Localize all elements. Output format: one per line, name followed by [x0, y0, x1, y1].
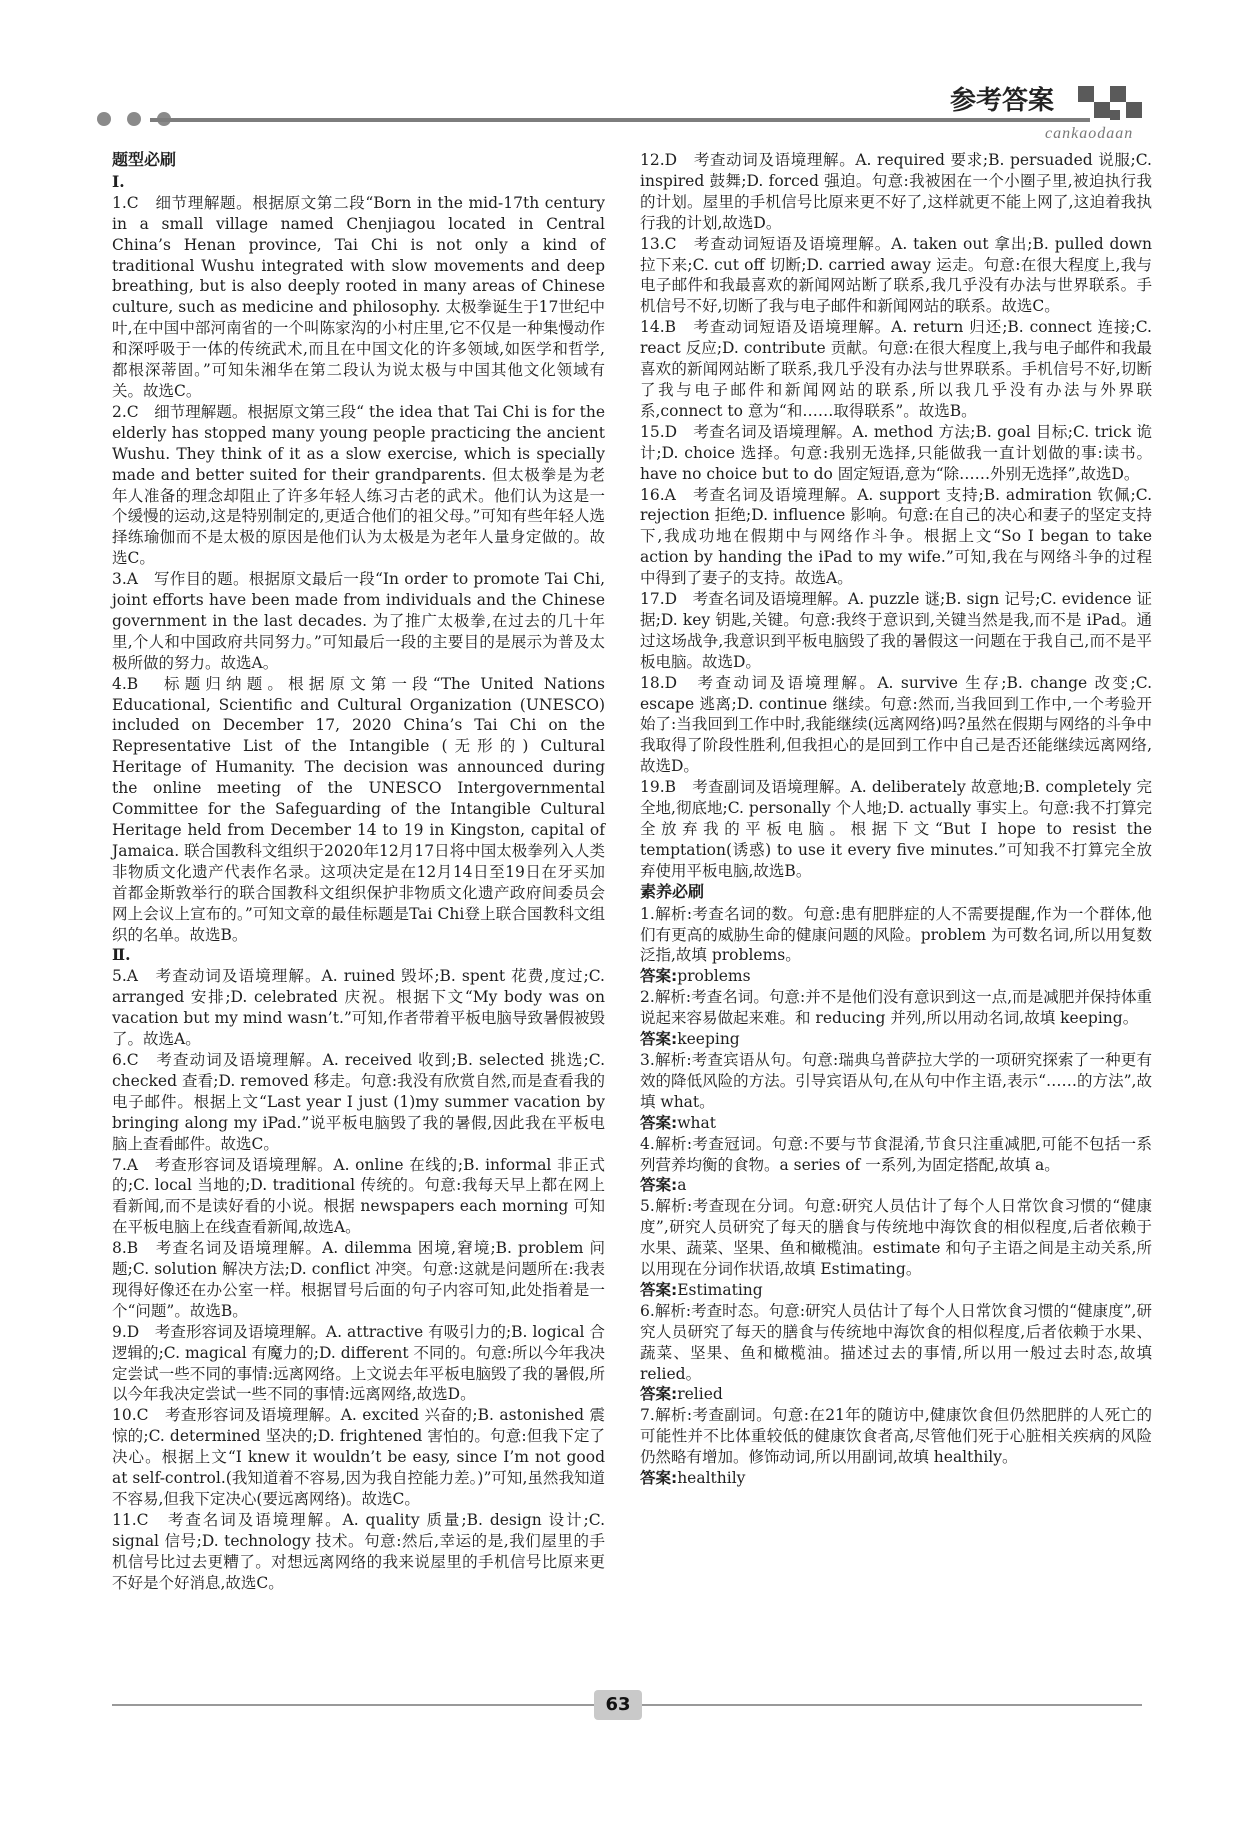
analysis-item: 2.解析:考查名词。句意:并不是他们没有意识到这一点,而是减肥并保持体重说起来容易做起来难。和 reducing 并列,所以用动名词,故填 keeping。	[640, 988, 1152, 1028]
answer-value: Estimating	[677, 1280, 763, 1299]
section-title: 素养必刷	[640, 881, 705, 901]
left-column	[112, 150, 605, 1594]
page-header-subtitle: cankaodaan	[1045, 125, 1134, 142]
part-label: Ⅰ.	[112, 171, 125, 191]
answer-item: 10.C 考查形容词及语境理解。A. excited 兴奋的;B. astonished 震惊的;C. determined 坚决的;D. frightened 害怕的。句意:但我下定了决心。根据上文“I knew it wouldn’t be easy, since I’m not good at self-control.(我知道着不容易,因为我自控能力差。)”可知,虽然我知道不容易,但我下定决心(要远离网络)。故选C。	[112, 1406, 605, 1508]
answer-value: a	[677, 1176, 687, 1195]
page-header-title: 参考答案	[950, 86, 1055, 116]
answer-item: 3.A 写作目的题。根据原文最后一段“In order to promote Tai Chi, joint efforts have been made from individuals and the Chinese government in the last decades. 为了推广太极拳,在过去的几十年里,个人和中国政府共同努力。”可知最后一段的主要目的是展示为普及太极所做的努力。故选A。	[112, 570, 605, 672]
answer-item: 15.D 考查名词及语境理解。A. method 方法;B. goal 目标;C. trick 诡计;D. choice 选择。句意:我别无选择,只能做我一直计划做的事:读书。have no choice but to do 固定短语,意为“除……外别无选择”,故选D。	[640, 422, 1152, 483]
section-title: 题型必刷	[112, 150, 177, 169]
header-dot	[97, 112, 111, 126]
right-column	[640, 150, 1152, 1489]
answer-label: 答案:	[640, 967, 678, 986]
answer-item: 8.B 考查名词及语境理解。A. dilemma 困境,窘境;B. problem 问题;C. solution 解决方法;D. conflict 冲突。句意:这就是问题所在:我表现得好像还在办公室一样。根据冒号后面的句子内容可知,此处指着是一个“问题”。故选B。	[112, 1239, 605, 1320]
answer-item: 2.C 细节理解题。根据原文第三段“ the idea that Tai Chi is for the elderly has stopped many young people practicing the ancient Wushu. They think of it as a slow exercise, which is specially made and better suited for their grandparents. 但太极拳是为老年人准备的理念却阻止了许多年轻人练习古老的武术。他们认为这是一个缓慢的运动,这是特别制定的,更适合他们的祖父母。”可知有些年轻人选择练瑜伽而不是太极的原因是他们认为太极是为老年人量身定做的。故选C。	[112, 402, 605, 568]
answer-item: 14.B 考查动词短语及语境理解。A. return 归还;B. connect 连接;C. react 反应;D. contribute 贡献。句意:在很大程度上,我与电子邮件和我最喜欢的新闻网站断了联系,我几乎没有办法与世界联系。手机信号不好,切断了我与电子邮件和新闻网站的联系,所以我几乎没有办法与外界联系,connect to 意为“和……取得联系”。故选B。	[640, 318, 1152, 420]
answer-line	[640, 1384, 1152, 1405]
answer-item: 5.A 考查动词及语境理解。A. ruined 毁坏;B. spent 花费,度过;C. arranged 安排;D. celebrated 庆祝。根据下文“My body was on vacation but my mind wasn’t.”可知,作者带着平板电脑导致暑假被毁了。故选A。	[112, 967, 605, 1049]
answer-value: healthily	[677, 1469, 746, 1488]
part-label: Ⅱ.	[112, 945, 131, 965]
answer-label: 答案:	[640, 1176, 678, 1195]
analysis-item: 4.解析:考查冠词。句意:不要与节食混淆,节食只注重减肥,可能不包括一系列营养均衡的食物。a series of 一系列,为固定搭配,故填 a。	[640, 1134, 1152, 1174]
answer-label: 答案:	[640, 1030, 678, 1049]
answer-label: 答案:	[640, 1280, 678, 1299]
header-rule	[150, 118, 1090, 122]
analysis-item: 6.解析:考查时态。句意:研究人员估计了每个人日常饮食习惯的“健康度”,研究人员研究了每天的膳食与传统地中海饮食的相似程度,后者依赖于水果、蔬菜、坚果、鱼和橄榄油。描述过去的事情,所以用一般过去时态,故填 relied。	[640, 1301, 1152, 1383]
answer-item: 4.B 标题归纳题。根据原文第一段“The United Nations Educational, Scientific and Cultural Organization (UNESCO) included on December 17, 2020 China’s Tai Chi on the Representative List of the Intangible (无形的) Cultural Heritage of Humanity. The decision was announced during the online meeting of the UNESCO Intergovernmental Committee for the Safeguarding of the Intangible Cultural Heritage held from December 14 to 19 in Kingston, capital of Jamaica. 联合国教科文组织于2020年12月17日将中国太极拳列入人类非物质文化遗产代表作名录。这项决定是在12月14日至19日在牙买加首都金斯敦举行的联合国教科文组织保护非物质文化遗产政府间委员会网上会议上宣布的。”可知文章的最佳标题是Tai Chi登上联合国教科文组织的名单。故选B。	[112, 674, 605, 944]
answer-value: what	[677, 1113, 716, 1132]
analysis-item: 5.解析:考查现在分词。句意:研究人员估计了每个人日常饮食习惯的“健康度”,研究人员研究了每天的膳食与传统地中海饮食的相似程度,后者依赖于水果、蔬菜、坚果、鱼和橄榄油。estimate 和句子主语之间是主动关系,所以用现在分词作状语,故填 Estimating。	[640, 1197, 1152, 1279]
answer-item: 13.C 考查动词短语及语境理解。A. taken out 拿出;B. pulled down 拉下来;C. cut off 切断;D. carried away 运走。句意:在很大程度上,我与电子邮件和我最喜欢的新闻网站断了联系,我几乎没有办法与世界联系。手机信号不好,切断了我与电子邮件和新闻网站的联系。故选C。	[640, 234, 1152, 316]
analysis-item: 1.解析:考查名词的数。句意:患有肥胖症的人不需要提醒,作为一个群体,他们有更高的威胁生命的健康问题的风险。problem 为可数名词,所以用复数泛指,故填 problems。	[640, 904, 1152, 965]
answer-item: 16.A 考查名词及语境理解。A. support 支持;B. admiration 钦佩;C. rejection 拒绝;D. influence 影响。句意:在自己的决心和妻子的坚定支持下,我成功地在假期中与网络作斗争。根据上文“So I began to take action by handing the iPad to my wife.”可知,我在与网络斗争的过程中得到了妻子的支持。故选A。	[640, 485, 1152, 588]
analysis-item: 7.解析:考查副词。句意:在21年的随访中,健康饮食但仍然肥胖的人死亡的可能性并不比体重较低的健康饮食者高,尽管他们死于心脏相关疾病的风险仍然略有增加。修饰动词,所以用副词,故填 healthily。	[640, 1406, 1152, 1467]
answer-line	[640, 1175, 1152, 1196]
answer-item: 12.D 考查动词及语境理解。A. required 要求;B. persuaded 说服;C. inspired 鼓舞;D. forced 强迫。句意:我被困在一个小圈子里,被迫执行我的计划。屋里的手机信号比原来更不好了,这样就更不能上网了,这迫着我执行我的计划,故选D。	[640, 151, 1152, 232]
answer-value: relied	[677, 1385, 723, 1404]
answer-line	[640, 1280, 1152, 1301]
answer-label: 答案:	[640, 1113, 678, 1132]
page-number: 63	[594, 1690, 642, 1720]
answer-item: 7.A 考查形容词及语境理解。A. online 在线的;B. informal 非正式的;C. local 当地的;D. traditional 传统的。句意:我每天早上都在网上看新闻,而不是读好看的小说。根据 newspapers each morning 可知在平板电脑上在线查看新闻,故选A。	[112, 1155, 605, 1237]
answer-item: 1.C 细节理解题。根据原文第二段“Born in the mid-17th century in a small village named Chenjiagou located in Central China’s Henan province, Tai Chi is not only a kind of traditional Wushu integrated with slow movements and deep breathing, but is also deeply rooted in many areas of Chinese culture, such as medicine and philosophy. 太极拳诞生于17世纪中叶,在中国中部河南省的一个叫陈家沟的小村庄里,它不仅是一种集慢动作和深呼吸于一体的传统武术,而且在中国文化的许多领域,如医学和哲学,都根深蒂固。”可知朱湘华在第二段认为说太极与中国其他文化领域有关。故选C。	[112, 193, 605, 400]
checker-decoration-icon	[1078, 86, 1148, 126]
answer-item: 19.B 考查副词及语境理解。A. deliberately 故意地;B. completely 完全地,彻底地;C. personally 个人地;D. actually 事实上。句意:我不打算完全放弃我的平板电脑。根据下文“But I hope to resist the temptation(诱惑) to use it every five minutes.”可知我不打算完全放弃使用平板电脑,故选B。	[640, 778, 1152, 880]
answer-item: 6.C 考查动词及语境理解。A. received 收到;B. selected 挑选;C. checked 查看;D. removed 移走。句意:我没有欣赏自然,而是查看我的电子邮件。根据上文“Last year I just (1)my summer vacation by bringing along my iPad.”说平板电脑毁了我的暑假,因此我在平板电脑上查看邮件。故选C。	[112, 1050, 605, 1153]
answer-item: 18.D 考查动词及语境理解。A. survive 生存;B. change 改变;C. escape 逃离;D. continue 继续。句意:然而,当我回到工作中,一个考验开始了:当我回到工作中时,我能继续(远离网络)吗?虽然在假期与网络的斗争中我取得了阶段性胜利,但我担心的是回到工作中自己是否还能继续远离网络,故选D。	[640, 673, 1152, 776]
answer-label: 答案:	[640, 1469, 678, 1488]
analysis-item: 3.解析:考查宾语从句。句意:瑞典乌普萨拉大学的一项研究探索了一种更有效的降低风险的方法。引导宾语从句,在从句中作主语,表示“……的方法”,故填 what。	[640, 1050, 1152, 1111]
answer-item: 9.D 考查形容词及语境理解。A. attractive 有吸引力的;B. logical 合逻辑的;C. magical 有魔力的;D. different 不同的。句意:所以今年我决定尝试一些不同的事情:远离网络。上文说去年平板电脑毁了我的暑假,所以今年我决定尝试一些不同的事情:远离网络,故选D。	[112, 1322, 605, 1404]
answer-line	[640, 1468, 1152, 1489]
answer-line	[640, 1113, 1152, 1134]
answer-value: problems	[677, 967, 751, 986]
answer-item: 11.C 考查名词及语境理解。A. quality 质量;B. design 设计;C. signal 信号;D. technology 技术。句意:然后,幸运的是,我们屋里的手机信号比过去更糟了。对想远离网络的我来说屋里的手机信号比原来更不好是个好消息,故选C。	[112, 1510, 605, 1592]
answer-label: 答案:	[640, 1385, 678, 1404]
answer-line	[640, 966, 1152, 987]
header-dot	[127, 112, 141, 126]
answer-item: 17.D 考查名词及语境理解。A. puzzle 谜;B. sign 记号;C. evidence 证据;D. key 钥匙,关键。句意:我终于意识到,关键当然是我,而不是 iPad。通过这场战争,我意识到平板电脑毁了我的暑假这一问题在于我自己,而不是平板电脑。故选D。	[640, 590, 1152, 671]
answer-value: keeping	[677, 1030, 740, 1049]
answer-line	[640, 1029, 1152, 1050]
